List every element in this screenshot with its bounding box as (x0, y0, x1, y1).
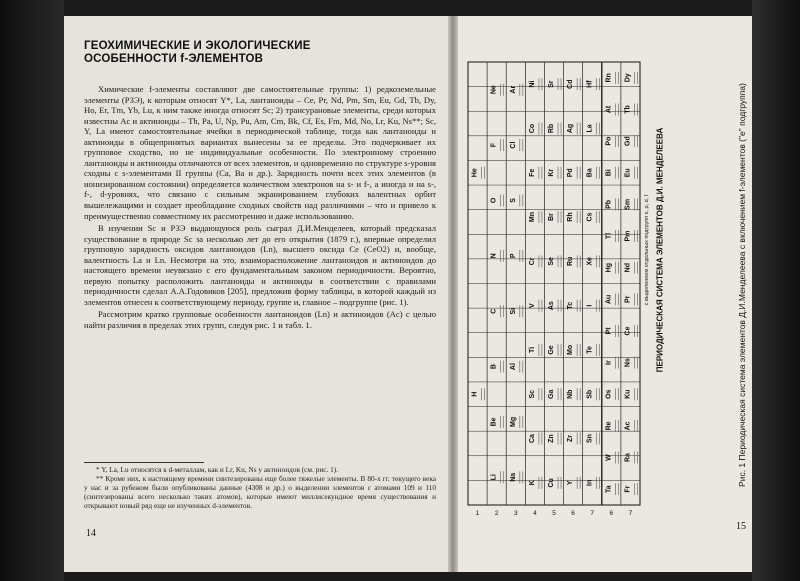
paragraph-1: Химические f-элементы составляют две самостоятельные группы: 1) редкоземельные элементы (РЗЭ), к которым относят Y*, La, лантаноиды – Ce, Pr, Nd, Pm, Sm, Eu, Gd, Tb, Dy, Ho, Er, Tm, Yb, Lu, к ним также иногда относят Sc; 2) трансурановые элементы, среди которых известны Ac и актиноиды – Th, Pa, U, Np, Pu, Am, Cm, Bk, Cf, Es, Fm, Md, No, Lr, Ku, Ns**; Sc, Y, La имеют самостоятельные ячейки в периодической таблице, тогда как лантаноиды и актиноиды в общепринятых вариантах вынесены за ее пределы. Это подчеркивает их групповое сходство, но не индивидуальные особенности. По электронному строению лантаноиды и актиноиды отличаются от всех элементов, и одновременно по структуре s-уровня сходны с s-элементами II группы (Ca, Ba и др.). Зарядность почти всех этих элементов (в ионизированном состоянии) определяется количеством электронов на s- и f-, а иногда и на s-, f-, d-уровнях, что связано с сильным экранированием глубоких валентных орбит вышележащими и создает преобладание сходных свойств над различиями – что и привело к преимущественно совместному их рассмотрению и даже использованию. (84, 84, 437, 221)
element-symbol: W (605, 454, 613, 461)
element-symbol: As (548, 301, 556, 311)
element-symbol: Se (548, 257, 556, 266)
element-symbol: Zr (567, 435, 575, 443)
chapter-title-line1: ГЕОХИМИЧЕСКИЕ И ЭКОЛОГИЧЕСКИЕ (84, 40, 311, 52)
element-symbol: Xe (586, 257, 594, 266)
element-symbol: B (490, 364, 498, 370)
element-symbol: Re (605, 421, 613, 431)
element-symbol: Rb (548, 123, 556, 134)
footnote-1: * Y, La, Lu относятся к d-металлам, как и Lr, Ku, Ns у актиноидов (см. рис. 1). (96, 465, 339, 474)
element-symbol: H (471, 391, 479, 397)
element-symbol: Ta (605, 485, 613, 494)
element-symbol: Y (567, 480, 575, 486)
element-symbol: Kr (548, 168, 556, 177)
element-symbol: Sr (548, 80, 556, 88)
element-symbol: Ti (528, 346, 536, 354)
element-symbol: Pd (567, 168, 575, 178)
element-symbol: Sn (586, 434, 594, 444)
element-symbol: Na (509, 472, 517, 482)
element-symbol: Co (528, 123, 536, 134)
element-symbol: N (490, 253, 498, 259)
element-symbol: Au (605, 294, 613, 304)
figure-caption: Рис. 1 Периодическая система элементов Д.И.Менделеева с включением f-элементов ("е" подгруппа) (737, 83, 747, 487)
element-symbol: Cu (548, 478, 556, 488)
element-symbol: Ku (624, 389, 632, 399)
element-symbol: Sm (624, 198, 632, 210)
element-symbol: Cs (586, 212, 594, 222)
element-symbol: P (509, 253, 517, 259)
row-label: 6 (609, 510, 614, 517)
element-symbol: F (490, 142, 498, 148)
element-symbol: O (490, 197, 498, 204)
element-symbol: Tc (567, 301, 575, 310)
table-title: ПЕРИОДИЧЕСКАЯ СИСТЕМА ЭЛЕМЕНТОВ Д.И. МЕНДЕЛЕЕВА (655, 127, 665, 373)
element-symbol: Be (490, 417, 498, 427)
element-symbol: Sb (586, 389, 594, 399)
table-subtitle: с выделением отдельных подгрупп s, p, d, f (644, 194, 650, 306)
element-symbol: Mg (509, 416, 517, 427)
element-symbol: Nb (567, 389, 575, 399)
row-label: 7 (590, 510, 595, 517)
element-symbol: Ar (509, 85, 517, 94)
row-label: 3 (513, 510, 518, 517)
element-symbol: Ca (528, 434, 536, 444)
element-symbol: Bi (605, 169, 613, 177)
page-number-right: 15 (736, 521, 746, 532)
row-label: 5 (552, 510, 556, 517)
element-symbol: Ac (624, 421, 632, 431)
element-symbol: He (471, 168, 479, 178)
element-symbol: Fr (624, 485, 632, 493)
element-symbol: V (528, 303, 536, 308)
paragraph-2: В изучении Sc и РЗЭ выдающуюся роль сыграл Д.И.Менделеев, который предсказал существование в природе Sc за несколько лет до его открытия (1879 г.), впервые определил групповую зарядность оксидов лантаноидов (Ln), высшего оксида Ce (CeO2) и, вообще, валентность La и Ln. Несмотря на это, взаиморасположение лантаноидов и актиноидов до настоящего времени неувязано с его фундаментальным законом периодичности. Вероятно, первую попытку расположить лантаноиды и актиноиды в соответствии с правилами периодичности сделал А.А.Годовиков [205], предложив форму таблицы, в которой каждый из элементов отнесен к соответствующему периоду, группе и, главное – подгруппе (рис. 1). (84, 223, 436, 307)
element-symbol: Cd (567, 79, 575, 89)
row-label: 2 (494, 510, 499, 517)
row-label: 4 (533, 510, 537, 517)
element-symbol: Mn (528, 211, 536, 223)
element-symbol: Zn (548, 434, 556, 443)
row-label: 7 (628, 510, 633, 517)
element-symbol: Rn (605, 73, 613, 83)
element-symbol: Ba (586, 168, 594, 178)
element-symbol: Ge (548, 345, 556, 355)
element-symbol: Nd (624, 263, 632, 273)
element-symbol: Ns (624, 358, 632, 368)
element-symbol: Ni (528, 80, 536, 88)
element-symbol: Cr (528, 257, 536, 266)
element-symbol: Gd (624, 136, 632, 146)
element-symbol: Os (605, 389, 613, 399)
element-symbol: S (509, 198, 517, 203)
chapter-title-line2: ОСОБЕННОСТИ f-ЭЛЕМЕНТОВ (84, 53, 264, 65)
footnote-2: ** Кроме них, к настоящему времени синтезированы еще более тяжелые элементы. В 80-х гг. текущего века у нас и за рубежом были опубликованы данные (4308 и др.) о выделении элементов с атомами 109 и 110 (синтезированы всего несколько таких атомов), которые имеют миллисекундное время существования и открывают новый ряд еще не изученных d-элементов. (84, 473, 436, 510)
element-symbol: Li (490, 474, 498, 481)
element-symbol: Ga (548, 389, 556, 399)
element-symbol: Ce (624, 326, 632, 336)
element-symbol: Si (509, 307, 517, 315)
element-symbol: In (586, 479, 594, 486)
element-symbol: Sc (528, 389, 536, 399)
element-symbol: I (586, 304, 594, 307)
element-symbol: Pm (624, 230, 632, 242)
paragraph-3: Рассмотрим кратко групповые особенности лантаноидов (Ln) и актиноидов (Ac) с целью найти различия в пределах этих групп, следуя рис. 1 и табл. 1. (84, 309, 436, 331)
element-symbol: Mo (567, 344, 575, 356)
element-symbol: Fe (528, 168, 536, 177)
element-symbol: Tl (605, 232, 613, 240)
element-symbol: Dy (624, 73, 632, 83)
element-symbol: Po (605, 136, 613, 146)
element-symbol: Ra (624, 453, 632, 463)
element-symbol: Pt (605, 327, 613, 335)
element-symbol: Rh (567, 212, 575, 222)
page-number-left: 14 (86, 528, 96, 539)
element-symbol: Hg (605, 263, 613, 273)
element-symbol: La (586, 124, 594, 133)
element-symbol: Ne (490, 85, 498, 95)
element-symbol: Al (509, 363, 517, 371)
element-symbol: Ru (567, 256, 575, 267)
element-symbol: Eu (624, 168, 632, 178)
periodic-table-row-labels (476, 510, 633, 517)
element-symbol: Pr (624, 295, 632, 304)
element-symbol: Cl (509, 141, 517, 149)
element-symbol: Tb (624, 105, 632, 114)
element-symbol: Hf (586, 80, 594, 88)
element-symbol: Te (586, 346, 594, 354)
element-symbol: C (490, 308, 498, 314)
element-symbol: Br (548, 213, 556, 221)
element-symbol: At (605, 105, 613, 114)
element-symbol: Ir (605, 360, 613, 365)
element-symbol: Pb (605, 199, 613, 209)
element-symbol: K (528, 480, 536, 486)
row-label: 1 (475, 510, 480, 517)
row-label: 6 (571, 510, 575, 517)
element-symbol: Ag (567, 123, 575, 134)
